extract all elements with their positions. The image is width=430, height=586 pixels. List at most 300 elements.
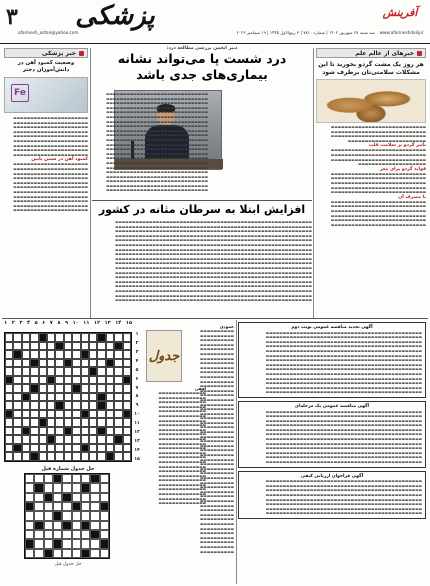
- solution-black-cell: [90, 530, 99, 539]
- solution-cell: [44, 539, 53, 548]
- masthead: [0, 0, 430, 44]
- crossword-black-cell: [106, 359, 114, 368]
- solution-cell: [44, 474, 53, 483]
- crossword-cell: [106, 444, 114, 453]
- crossword-cell: [5, 384, 13, 393]
- date-line: سه شنبه ۲۸ شهریور ۱۴۰۲ | شماره ۷۸۱۰ | ۳ ربیع‌الاول ۱۴۴۵ | ۱۹ سپتامبر ۲۰۲۳: [236, 30, 375, 35]
- crossword-row-number: ۵: [135, 367, 139, 373]
- crossword-black-cell: [123, 376, 131, 385]
- crossword-cell: [64, 342, 72, 351]
- crossword-cell: [30, 376, 38, 385]
- crossword-cell: [81, 393, 89, 402]
- crossword-row-number: ۶: [135, 376, 139, 382]
- crossword-row-number: ۷: [135, 385, 139, 391]
- crossword-cell: [5, 427, 13, 436]
- crossword-cell: [81, 435, 89, 444]
- crossword-row-number: ۱۱: [134, 421, 140, 427]
- solution-cell: [100, 483, 109, 492]
- crossword-cell: [123, 393, 131, 402]
- solution-cell: [72, 493, 81, 502]
- crossword-cell: [97, 367, 105, 376]
- afarinesh-logo-text: آفرینش: [382, 6, 418, 19]
- ad-box: آگهی فراخوان ارزیابی کیفی ▬▬▬▬▬▬▬▬▬▬▬▬▬▬▬▬▬▬▬▬▬▬▬▬▬▬▬▬▬▬▬▬▬▬▬▬▬▬▬▬▬▬▬▬▬▬ ▬▬▬▬▬▬▬▬▬▬▬▬▬▬▬▬▬▬▬▬▬▬▬▬▬▬▬▬▬▬▬▬▬▬▬▬▬▬▬▬▬▬▬▬▬▬ ▬▬▬▬▬▬▬▬▬▬▬▬▬▬▬▬▬▬▬▬▬▬▬▬▬▬▬▬▬▬▬▬▬▬▬▬▬▬▬▬▬▬▬▬▬▬ ▬▬▬▬▬▬▬▬▬▬▬▬▬▬▬▬▬▬▬▬▬▬▬▬▬▬▬▬▬▬▬▬▬▬▬▬▬▬▬▬▬▬▬▬▬▬ ▬▬▬▬▬▬▬▬▬▬▬▬▬▬▬▬▬▬▬▬▬▬▬▬▬▬▬▬▬▬▬▬▬▬▬▬▬▬▬▬▬▬▬▬▬▬ ▬▬▬▬▬▬▬▬▬▬▬▬▬▬▬▬▬▬▬▬▬▬▬▬▬▬▬▬▬▬▬▬▬▬▬▬▬▬▬▬▬▬▬▬▬▬ ▬▬▬▬▬▬▬▬▬▬▬▬▬▬▬▬▬▬▬▬▬▬▬▬▬▬▬▬▬▬▬▬▬▬▬▬▬▬▬▬▬▬▬▬▬▬ ▬▬▬▬▬▬▬▬▬▬▬▬▬▬▬▬▬▬▬▬▬▬▬▬▬▬▬▬▬▬▬▬▬▬▬▬▬▬▬▬▬▬▬▬▬▬: [238, 471, 426, 519]
- crossword-cell: [55, 410, 63, 419]
- crossword-cell: [72, 376, 80, 385]
- crossword-cell: [123, 444, 131, 453]
- crossword-cell: [13, 452, 21, 461]
- crossword-cell: [114, 401, 122, 410]
- solution-cell: [62, 483, 71, 492]
- crossword-cell: [39, 367, 47, 376]
- solution-black-cell: [53, 511, 62, 520]
- crossword-cell: [106, 401, 114, 410]
- ad-headline: آگهی مناقصه عمومی یک مرحله‌ای: [294, 403, 370, 409]
- crossword-black-cell: [72, 384, 80, 393]
- crossword-cell: [55, 418, 63, 427]
- crossword-clues-horizontal: افقی ▬▬▬▬▬▬▬▬▬▬▬▬▬▬ ▬▬▬▬▬▬▬▬▬▬▬▬▬▬ ▬▬▬▬▬▬▬▬▬▬▬▬▬▬ ▬▬▬▬▬▬▬▬▬▬▬▬▬▬ ▬▬▬▬▬▬▬▬▬▬▬▬▬▬ ▬▬▬▬▬▬▬▬▬▬▬▬▬▬ ▬▬▬▬▬▬▬▬▬▬▬▬▬▬ ▬▬▬▬▬▬▬▬▬▬▬▬▬▬ ▬▬▬▬▬▬▬▬▬▬▬▬▬▬ ▬▬▬▬▬▬▬▬▬▬▬▬▬▬ ▬▬▬▬▬▬▬▬▬▬▬▬▬▬ ▬▬▬▬▬▬▬▬▬▬▬▬▬▬ ▬▬▬▬▬▬▬▬▬▬▬▬▬▬ ▬▬▬▬▬▬▬▬▬▬▬▬▬▬ ▬▬▬▬▬▬▬▬▬▬▬▬▬▬ ▬▬▬▬▬▬▬▬▬▬▬▬▬▬ ▬▬▬▬▬▬▬▬▬▬▬▬▬▬ ▬▬▬▬▬▬▬▬▬▬▬▬▬▬ ▬▬▬▬▬▬▬▬▬▬▬▬▬▬ ▬▬▬▬▬▬▬▬▬▬▬▬▬▬ ▬▬▬▬▬▬▬▬▬▬▬▬▬▬ ▬▬▬▬▬▬▬▬▬▬▬▬▬▬ ▬▬▬▬▬▬▬▬▬▬▬▬▬▬ ▬▬▬▬▬▬▬▬▬▬▬▬▬▬ ▬▬▬▬▬▬▬▬▬▬▬▬▬▬: [146, 386, 206, 576]
- solution-cell: [53, 530, 62, 539]
- crossword-cell: [30, 401, 38, 410]
- crossword-cell: [123, 333, 131, 342]
- section-bar-medical: [4, 48, 88, 58]
- crossword-cell: [39, 401, 47, 410]
- crossword-cell: [81, 359, 89, 368]
- solution-cell: [53, 549, 62, 558]
- crossword-cell: [89, 333, 97, 342]
- crossword-cell: [47, 393, 55, 402]
- section-marker-icon: [417, 51, 422, 56]
- crossword-cell: [13, 427, 21, 436]
- crossword-cell: [114, 393, 122, 402]
- solution-cell: [62, 502, 71, 511]
- crossword-cell: [30, 427, 38, 436]
- walnut-photo: [316, 79, 426, 123]
- crossword-cell: [5, 401, 13, 410]
- crossword-cell: [47, 367, 55, 376]
- crossword-cell: [123, 367, 131, 376]
- crossword-cell: [72, 342, 80, 351]
- solution-cell: [25, 474, 34, 483]
- crossword-row-number: ۲: [135, 340, 139, 346]
- solution-cell: [72, 474, 81, 483]
- crossword-cell: [106, 393, 114, 402]
- divider: [92, 200, 312, 201]
- crossword-column-number: ۱۱: [83, 320, 90, 326]
- crossword-black-cell: [30, 384, 38, 393]
- solution-cell: [72, 530, 81, 539]
- crossword-cell: [13, 333, 21, 342]
- crossword-cell: [106, 427, 114, 436]
- crossword-cell: [114, 444, 122, 453]
- crossword-black-cell: [13, 350, 21, 359]
- crossword-cell: [39, 384, 47, 393]
- crossword-cell: [5, 393, 13, 402]
- crossword-cell: [30, 444, 38, 453]
- solution-cell: [90, 549, 99, 558]
- crossword-cell: [22, 376, 30, 385]
- crossword-black-cell: [30, 359, 38, 368]
- solution-cell: [44, 483, 53, 492]
- fe-element-icon: Fe: [11, 84, 29, 102]
- crossword-cell: [39, 435, 47, 444]
- crossword-row-number: ۳: [135, 349, 139, 355]
- crossword-column-number: ۷: [49, 320, 53, 326]
- crossword-cell: [30, 418, 38, 427]
- solution-cell: [81, 511, 90, 520]
- solution-black-cell: [62, 521, 71, 530]
- crossword-row-number: ۴: [135, 358, 139, 364]
- solution-cell: [90, 521, 99, 530]
- crossword-cell: [114, 376, 122, 385]
- crossword-cell: [55, 444, 63, 453]
- crossword-cell: [72, 333, 80, 342]
- crossword-cell: [106, 418, 114, 427]
- crossword-cell: [22, 367, 30, 376]
- crossword-cell: [39, 452, 47, 461]
- crossword-cell: [47, 427, 55, 436]
- crossword-column-number: ۸: [57, 320, 61, 326]
- crossword-cell: [55, 333, 63, 342]
- crossword-cell: [72, 427, 80, 436]
- crossword-cell: [72, 435, 80, 444]
- crossword-cell: [89, 384, 97, 393]
- solution-cell: [100, 530, 109, 539]
- crossword-cell: [97, 384, 105, 393]
- crossword-cell: [106, 342, 114, 351]
- crossword-cell: [72, 350, 80, 359]
- crossword-cell: [55, 435, 63, 444]
- crossword-row-number: ۱۲: [134, 430, 140, 436]
- crossword-cell: [72, 452, 80, 461]
- article-body-text: ▬▬▬▬▬▬▬▬▬▬▬▬▬▬▬▬▬▬▬▬▬▬ ▬▬▬▬▬▬▬▬▬▬▬▬▬▬▬▬▬▬▬▬▬▬ ▬▬▬▬▬▬▬▬▬▬▬▬▬▬▬▬▬▬▬▬▬▬ ▬▬▬▬▬▬▬▬▬▬▬▬▬▬▬▬▬▬▬▬▬▬ ▬▬▬▬▬▬▬▬▬▬▬▬▬▬▬▬▬▬▬▬▬▬ ▬▬▬▬▬▬▬▬▬▬▬▬▬▬▬▬▬▬▬▬▬▬ ▬▬▬▬▬▬▬▬▬▬▬▬▬▬▬▬▬▬▬▬▬▬ ▬▬▬▬▬▬▬▬▬▬▬▬▬▬▬▬▬▬▬▬▬▬ ▬▬▬▬▬▬▬▬▬▬▬▬▬▬▬▬▬▬▬▬▬▬ ▬▬▬▬▬▬▬▬▬▬▬▬▬▬▬▬▬▬▬▬▬▬ ▬▬▬▬▬▬▬▬▬▬▬▬▬▬▬▬▬▬▬▬▬▬: [13, 162, 88, 213]
- crossword-cell: [106, 384, 114, 393]
- crossword-cell: [123, 350, 131, 359]
- crossword-logo: [146, 330, 182, 382]
- lead-body-text: ▬▬▬▬▬▬▬▬▬▬▬▬▬▬▬▬▬▬▬▬▬▬▬▬▬▬▬▬▬▬ ▬▬▬▬▬▬▬▬▬▬▬▬▬▬▬▬▬▬▬▬▬▬▬▬▬▬▬▬▬▬ ▬▬▬▬▬▬▬▬▬▬▬▬▬▬▬▬▬▬▬▬▬▬▬▬▬▬▬▬▬▬ ▬▬▬▬▬▬▬▬▬▬▬▬▬▬▬▬▬▬▬▬▬▬▬▬▬▬▬▬▬▬ ▬▬▬▬▬▬▬▬▬▬▬▬▬▬▬▬▬▬▬▬▬▬▬▬▬▬▬▬▬▬ ▬▬▬▬▬▬▬▬▬▬▬▬▬▬▬▬▬▬▬▬▬▬▬▬▬▬▬▬▬▬ ▬▬▬▬▬▬▬▬▬▬▬▬▬▬▬▬▬▬▬▬▬▬▬▬▬▬▬▬▬▬ ▬▬▬▬▬▬▬▬▬▬▬▬▬▬▬▬▬▬▬▬▬▬▬▬▬▬▬▬▬▬ ▬▬▬▬▬▬▬▬▬▬▬▬▬▬▬▬▬▬▬▬▬▬▬▬▬▬▬▬▬▬ ▬▬▬▬▬▬▬▬▬▬▬▬▬▬▬▬▬▬▬▬▬▬▬▬▬▬▬▬▬▬ ▬▬▬▬▬▬▬▬▬▬▬▬▬▬▬▬▬▬▬▬▬▬▬▬▬▬▬▬▬▬ ▬▬▬▬▬▬▬▬▬▬▬▬▬▬▬▬▬▬▬▬▬▬▬▬▬▬▬▬▬▬ ▬▬▬▬▬▬▬▬▬▬▬▬▬▬▬▬▬▬▬▬▬▬▬▬▬▬▬▬▬▬ ▬▬▬▬▬▬▬▬▬▬▬▬▬▬▬▬▬▬▬▬▬▬▬▬▬▬▬▬▬▬ ▬▬▬▬▬▬▬▬▬▬▬▬▬▬▬▬▬▬▬▬▬▬▬▬▬▬▬▬▬▬ ▬▬▬▬▬▬▬▬▬▬▬▬▬▬▬▬▬▬▬▬▬▬▬▬▬▬▬▬▬▬ ▬▬▬▬▬▬▬▬▬▬▬▬▬▬▬▬▬▬▬▬▬▬▬▬▬▬▬▬▬▬ ▬▬▬▬▬▬▬▬▬▬▬▬▬▬▬▬▬▬▬▬▬▬▬▬▬▬▬▬▬▬ ▬▬▬▬▬▬▬▬▬▬▬▬▬▬▬▬▬▬▬▬▬▬▬▬▬▬▬▬▬▬ ▬▬▬▬▬▬▬▬▬▬▬▬▬▬▬▬▬▬▬▬▬▬▬▬▬▬▬▬▬▬ ▬▬▬▬▬▬▬▬▬▬▬▬▬▬▬▬▬▬▬▬▬▬▬▬▬▬▬▬▬▬ ▬▬▬▬▬▬▬▬▬▬▬▬▬▬▬▬▬▬▬▬▬▬▬▬▬▬▬▬▬▬: [106, 92, 208, 193]
- crossword-black-cell: [114, 435, 122, 444]
- crossword-cell: [97, 376, 105, 385]
- crossword-column-numbers: [4, 320, 132, 330]
- crossword-cell: [72, 367, 80, 376]
- iron-headline: وضعیت کمبود آهن در دانش‌آموزان دختر: [17, 60, 75, 73]
- crossword-black-cell: [81, 350, 89, 359]
- crossword-column-number: ۵: [34, 320, 38, 326]
- crossword-row-numbers: [133, 332, 141, 462]
- crossword-cell: [5, 418, 13, 427]
- solution-black-cell: [81, 521, 90, 530]
- crossword-black-cell: [97, 427, 105, 436]
- crossword-cell: [97, 350, 105, 359]
- crossword-cell: [114, 452, 122, 461]
- crossword-cell: [97, 359, 105, 368]
- column-divider: [90, 48, 91, 318]
- crossword-black-cell: [97, 333, 105, 342]
- solution-cell: [81, 530, 90, 539]
- solution-cell: [100, 474, 109, 483]
- solution-cell: [34, 502, 43, 511]
- crossword-cell: [89, 427, 97, 436]
- solution-cell: [25, 483, 34, 492]
- solution-black-cell: [25, 502, 34, 511]
- sudoku-grid: [24, 473, 110, 559]
- ad-box: آگهی تجدید مناقصه عمومی نوبت دوم ▬▬▬▬▬▬▬▬▬▬▬▬▬▬▬▬▬▬▬▬▬▬▬▬▬▬▬▬▬▬▬▬▬▬▬▬▬▬▬▬▬▬▬▬▬▬ ▬▬▬▬▬▬▬▬▬▬▬▬▬▬▬▬▬▬▬▬▬▬▬▬▬▬▬▬▬▬▬▬▬▬▬▬▬▬▬▬▬▬▬▬▬▬ ▬▬▬▬▬▬▬▬▬▬▬▬▬▬▬▬▬▬▬▬▬▬▬▬▬▬▬▬▬▬▬▬▬▬▬▬▬▬▬▬▬▬▬▬▬▬ ▬▬▬▬▬▬▬▬▬▬▬▬▬▬▬▬▬▬▬▬▬▬▬▬▬▬▬▬▬▬▬▬▬▬▬▬▬▬▬▬▬▬▬▬▬▬ ▬▬▬▬▬▬▬▬▬▬▬▬▬▬▬▬▬▬▬▬▬▬▬▬▬▬▬▬▬▬▬▬▬▬▬▬▬▬▬▬▬▬▬▬▬▬ ▬▬▬▬▬▬▬▬▬▬▬▬▬▬▬▬▬▬▬▬▬▬▬▬▬▬▬▬▬▬▬▬▬▬▬▬▬▬▬▬▬▬▬▬▬▬ ▬▬▬▬▬▬▬▬▬▬▬▬▬▬▬▬▬▬▬▬▬▬▬▬▬▬▬▬▬▬▬▬▬▬▬▬▬▬▬▬▬▬▬▬▬▬ ▬▬▬▬▬▬▬▬▬▬▬▬▬▬▬▬▬▬▬▬▬▬▬▬▬▬▬▬▬▬▬▬▬▬▬▬▬▬▬▬▬▬▬▬▬▬ ▬▬▬▬▬▬▬▬▬▬▬▬▬▬▬▬▬▬▬▬▬▬▬▬▬▬▬▬▬▬▬▬▬▬▬▬▬▬▬▬▬▬▬▬▬▬ ▬▬▬▬▬▬▬▬▬▬▬▬▬▬▬▬▬▬▬▬▬▬▬▬▬▬▬▬▬▬▬▬▬▬▬▬▬▬▬▬▬▬▬▬▬▬ ▬▬▬▬▬▬▬▬▬▬▬▬▬▬▬▬▬▬▬▬▬▬▬▬▬▬▬▬▬▬▬▬▬▬▬▬▬▬▬▬▬▬▬▬▬▬ ▬▬▬▬▬▬▬▬▬▬▬▬▬▬▬▬▬▬▬▬▬▬▬▬▬▬▬▬▬▬▬▬▬▬▬▬▬▬▬▬▬▬▬▬▬▬ ▬▬▬▬▬▬▬▬▬▬▬▬▬▬▬▬▬▬▬▬▬▬▬▬▬▬▬▬▬▬▬▬▬▬▬▬▬▬▬▬▬▬▬▬▬▬ ▬▬▬▬▬▬▬▬▬▬▬▬▬▬▬▬▬▬▬▬▬▬▬▬▬▬▬▬▬▬▬▬▬▬▬▬▬▬▬▬▬▬▬▬▬▬: [238, 322, 426, 398]
- solution-cell: [100, 511, 109, 520]
- crossword-cell: [81, 376, 89, 385]
- crossword-cell: [22, 359, 30, 368]
- crossword-clues-vertical: عمودی ▬▬▬▬▬▬▬▬▬▬ ▬▬▬▬▬▬▬▬▬▬ ▬▬▬▬▬▬▬▬▬▬ ▬▬▬▬▬▬▬▬▬▬ ▬▬▬▬▬▬▬▬▬▬ ▬▬▬▬▬▬▬▬▬▬ ▬▬▬▬▬▬▬▬▬▬ ▬▬▬▬▬▬▬▬▬▬ ▬▬▬▬▬▬▬▬▬▬ ▬▬▬▬▬▬▬▬▬▬ ▬▬▬▬▬▬▬▬▬▬ ▬▬▬▬▬▬▬▬▬▬ ▬▬▬▬▬▬▬▬▬▬ ▬▬▬▬▬▬▬▬▬▬ ▬▬▬▬▬▬▬▬▬▬ ▬▬▬▬▬▬▬▬▬▬ ▬▬▬▬▬▬▬▬▬▬ ▬▬▬▬▬▬▬▬▬▬ ▬▬▬▬▬▬▬▬▬▬ ▬▬▬▬▬▬▬▬▬▬ ▬▬▬▬▬▬▬▬▬▬ ▬▬▬▬▬▬▬▬▬▬ ▬▬▬▬▬▬▬▬▬▬ ▬▬▬▬▬▬▬▬▬▬ ▬▬▬▬▬▬▬▬▬▬ ▬▬▬▬▬▬▬▬▬▬ ▬▬▬▬▬▬▬▬▬▬ ▬▬▬▬▬▬▬▬▬▬ ▬▬▬▬▬▬▬▬▬▬ ▬▬▬▬▬▬▬▬▬▬ ▬▬▬▬▬▬▬▬▬▬ ▬▬▬▬▬▬▬▬▬▬ ▬▬▬▬▬▬▬▬▬▬ ▬▬▬▬▬▬▬▬▬▬ ▬▬▬▬▬▬▬▬▬▬ ▬▬▬▬▬▬▬▬▬▬ ▬▬▬▬▬▬▬▬▬▬ ▬▬▬▬▬▬▬▬▬▬ ▬▬▬▬▬▬▬▬▬▬ ▬▬▬▬▬▬▬▬▬▬ ▬▬▬▬▬▬▬▬▬▬ ▬▬▬▬▬▬▬▬▬▬ ▬▬▬▬▬▬▬▬▬▬ ▬▬▬▬▬▬▬▬▬▬ ▬▬▬▬▬▬▬▬▬▬ ▬▬▬▬▬▬▬▬▬▬ ▬▬▬▬▬▬▬▬▬▬ ▬▬▬▬▬▬▬▬▬▬ ▬▬▬▬▬▬▬▬▬▬: [190, 324, 234, 578]
- crossword-black-cell: [114, 342, 122, 351]
- crossword-cell: [13, 418, 21, 427]
- article-subhead: تأثیر گردو بر سلامت قلب: [368, 143, 426, 149]
- crossword-cell: [47, 384, 55, 393]
- crossword-cell: [123, 418, 131, 427]
- solution-cell: [44, 530, 53, 539]
- email-address: afarinesh_ostan@yahoo.com: [18, 30, 79, 35]
- crossword-cell: [22, 452, 30, 461]
- crossword-cell: [89, 342, 97, 351]
- solution-cell: [62, 474, 71, 483]
- solution-cell: [81, 502, 90, 511]
- crossword-cell: [22, 401, 30, 410]
- walnut-headline: هر روز یک مشت گردو بخورید تا این مشکلات سلامتی‌تان برطرف شود: [318, 61, 424, 76]
- crossword-cell: [39, 410, 47, 419]
- crossword-black-cell: [47, 376, 55, 385]
- crossword-black-cell: [39, 418, 47, 427]
- crossword-cell: [114, 333, 122, 342]
- crossword-cell: [55, 376, 63, 385]
- crossword-cell: [30, 350, 38, 359]
- crossword-cell: [89, 393, 97, 402]
- solution-cell: [44, 521, 53, 530]
- crossword-cell: [72, 359, 80, 368]
- crossword-cell: [89, 410, 97, 419]
- solution-cell: [34, 493, 43, 502]
- crossword-cell: [72, 410, 80, 419]
- page-number: ۳: [6, 4, 18, 30]
- crossword-cell: [97, 452, 105, 461]
- crossword-black-cell: [81, 410, 89, 419]
- crossword-column-number: ۹: [65, 320, 69, 326]
- crossword-column-number: ۱۰: [72, 320, 79, 326]
- solution-cell: [53, 493, 62, 502]
- crossword-cell: [97, 444, 105, 453]
- solution-black-cell: [81, 483, 90, 492]
- crossword-cell: [55, 427, 63, 436]
- column-divider: [313, 48, 314, 318]
- crossword-cell: [123, 384, 131, 393]
- crossword-black-cell: [30, 452, 38, 461]
- solution-black-cell: [81, 549, 90, 558]
- crossword-cell: [55, 350, 63, 359]
- crossword-cell: [97, 435, 105, 444]
- crossword-black-cell: [39, 333, 47, 342]
- crossword-cell: [5, 350, 13, 359]
- section-marker-icon: [79, 51, 84, 56]
- solution-cell: [81, 474, 90, 483]
- crossword-cell: [89, 435, 97, 444]
- crossword-cell: [5, 444, 13, 453]
- solution-cell: [53, 521, 62, 530]
- crossword-cell: [114, 350, 122, 359]
- solution-cell: [90, 493, 99, 502]
- solution-black-cell: [62, 493, 71, 502]
- crossword-cell: [81, 333, 89, 342]
- solution-cell: [34, 530, 43, 539]
- solution-cell: [34, 511, 43, 520]
- crossword-cell: [30, 410, 38, 419]
- crossword-cell: [22, 350, 30, 359]
- section-title: خبر پزشکی: [41, 49, 76, 57]
- crossword-cell: [22, 410, 30, 419]
- solution-cell: [62, 530, 71, 539]
- crossword-cell: [13, 410, 21, 419]
- solution-black-cell: [44, 493, 53, 502]
- crossword-black-cell: [97, 401, 105, 410]
- solution-cell: [44, 502, 53, 511]
- crossword-cell: [64, 401, 72, 410]
- article-body-text: ▬▬▬▬▬▬▬▬▬▬▬▬▬▬▬▬▬▬▬▬▬▬▬▬▬▬▬▬ ▬▬▬▬▬▬▬▬▬▬▬▬▬▬▬▬▬▬▬▬▬▬▬▬▬▬▬▬ ▬▬▬▬▬▬▬▬▬▬▬▬▬▬▬▬▬▬▬▬▬▬▬▬▬▬▬▬ ▬▬▬▬▬▬▬▬▬▬▬▬▬▬▬▬▬▬▬▬: [330, 148, 426, 167]
- crossword-black-cell: [13, 444, 21, 453]
- crossword-black-cell: [5, 376, 13, 385]
- crossword-cell: [39, 342, 47, 351]
- crossword-cell: [13, 367, 21, 376]
- crossword-cell: [47, 350, 55, 359]
- crossword-cell: [106, 367, 114, 376]
- solution-cell: [25, 511, 34, 520]
- crossword-cell: [89, 418, 97, 427]
- crossword-cell: [106, 333, 114, 342]
- article-subhead: کمبود آهن در سنین پایین: [31, 157, 88, 163]
- crossword-row-number: ۱۳: [134, 439, 140, 445]
- crossword-row-number: ۹: [135, 403, 139, 409]
- crossword-column-number: ۶: [42, 320, 46, 326]
- left-column: [4, 48, 88, 318]
- crossword-cell: [5, 452, 13, 461]
- clues-title: افقی: [194, 386, 206, 391]
- crossword-cell: [30, 333, 38, 342]
- crossword-black-cell: [55, 401, 63, 410]
- column-divider: [236, 320, 237, 584]
- solution-cell: [72, 511, 81, 520]
- ad-headline: آگهی تجدید مناقصه عمومی نوبت دوم: [291, 325, 373, 330]
- solution-cell: [90, 483, 99, 492]
- crossword-cell: [89, 359, 97, 368]
- iron-illustration: [4, 77, 88, 113]
- solution-cell: [81, 539, 90, 548]
- crossword-cell: [123, 427, 131, 436]
- crossword-cell: [47, 418, 55, 427]
- crossword-cell: [64, 444, 72, 453]
- solution-black-cell: [44, 549, 53, 558]
- crossword-column-number: ۲: [11, 320, 15, 326]
- solution-cell: [72, 521, 81, 530]
- solution-cell: [90, 539, 99, 548]
- crossword-cell: [89, 401, 97, 410]
- crossword-cell: [39, 427, 47, 436]
- crossword-cell: [22, 342, 30, 351]
- crossword-black-cell: [89, 367, 97, 376]
- crossword-cell: [64, 384, 72, 393]
- crossword-cell: [72, 393, 80, 402]
- solution-cell: [44, 511, 53, 520]
- solution-cell: [53, 502, 62, 511]
- solution-cell: [62, 511, 71, 520]
- crossword-cell: [97, 342, 105, 351]
- solution-cell: [25, 530, 34, 539]
- solution-cell: [100, 549, 109, 558]
- crossword-cell: [47, 333, 55, 342]
- crossword-cell: [55, 393, 63, 402]
- crossword-cell: [64, 333, 72, 342]
- crossword-cell: [97, 410, 105, 419]
- crossword-cell: [81, 367, 89, 376]
- crossword-cell: [5, 333, 13, 342]
- crossword-cell: [89, 350, 97, 359]
- crossword-cell: [114, 418, 122, 427]
- solution-cell: [53, 483, 62, 492]
- crossword-black-cell: [123, 410, 131, 419]
- crossword-cell: [123, 359, 131, 368]
- sudoku-footer: حل جدول قبل: [54, 562, 82, 567]
- crossword-cell: [5, 342, 13, 351]
- solution-cell: [62, 539, 71, 548]
- crossword-cell: [47, 410, 55, 419]
- lead-title: درد شست پا می‌تواند نشانه بیماری‌های جدی باشد: [117, 51, 287, 82]
- crossword-cell: [39, 359, 47, 368]
- crossword-cell: [123, 435, 131, 444]
- crossword-cell: [81, 401, 89, 410]
- crossword-row-number: ۱۵: [134, 456, 140, 462]
- crossword-cell: [47, 342, 55, 351]
- crossword-cell: [81, 384, 89, 393]
- crossword-cell: [106, 350, 114, 359]
- crossword-cell: [97, 418, 105, 427]
- solution-cell: [25, 521, 34, 530]
- crossword-cell: [64, 376, 72, 385]
- crossword-cell: [30, 342, 38, 351]
- crossword-cell: [30, 435, 38, 444]
- crossword-black-cell: [5, 410, 13, 419]
- crossword-row-number: ۸: [135, 394, 139, 400]
- crossword-cell: [13, 435, 21, 444]
- crossword-cell: [39, 393, 47, 402]
- crossword-cell: [123, 342, 131, 351]
- crossword-cell: [106, 376, 114, 385]
- solution-cell: [81, 493, 90, 502]
- crossword-cell: [114, 410, 122, 419]
- crossword-row-number: ۱: [135, 332, 139, 337]
- solution-black-cell: [100, 539, 109, 548]
- solution-cell: [62, 549, 71, 558]
- crossword-column-number: ۱: [4, 320, 8, 326]
- crossword-black-cell: [55, 342, 63, 351]
- crossword-cell: [114, 367, 122, 376]
- crossword-cell: [22, 384, 30, 393]
- crossword-cell: [22, 435, 30, 444]
- crossword-column-number: ۱۲: [93, 320, 101, 326]
- article-subhead: فواید گردو برای مغز: [379, 166, 426, 172]
- crossword-cell: [30, 393, 38, 402]
- crossword-cell: [55, 452, 63, 461]
- afarinesh-logo: [376, 6, 424, 30]
- crossword-cell: [89, 376, 97, 385]
- crossword-cell: [114, 359, 122, 368]
- crossword-cell: [39, 376, 47, 385]
- section-bar-science: [316, 48, 426, 58]
- solution-black-cell: [72, 502, 81, 511]
- crossword-cell: [106, 435, 114, 444]
- crossword-cell: [55, 384, 63, 393]
